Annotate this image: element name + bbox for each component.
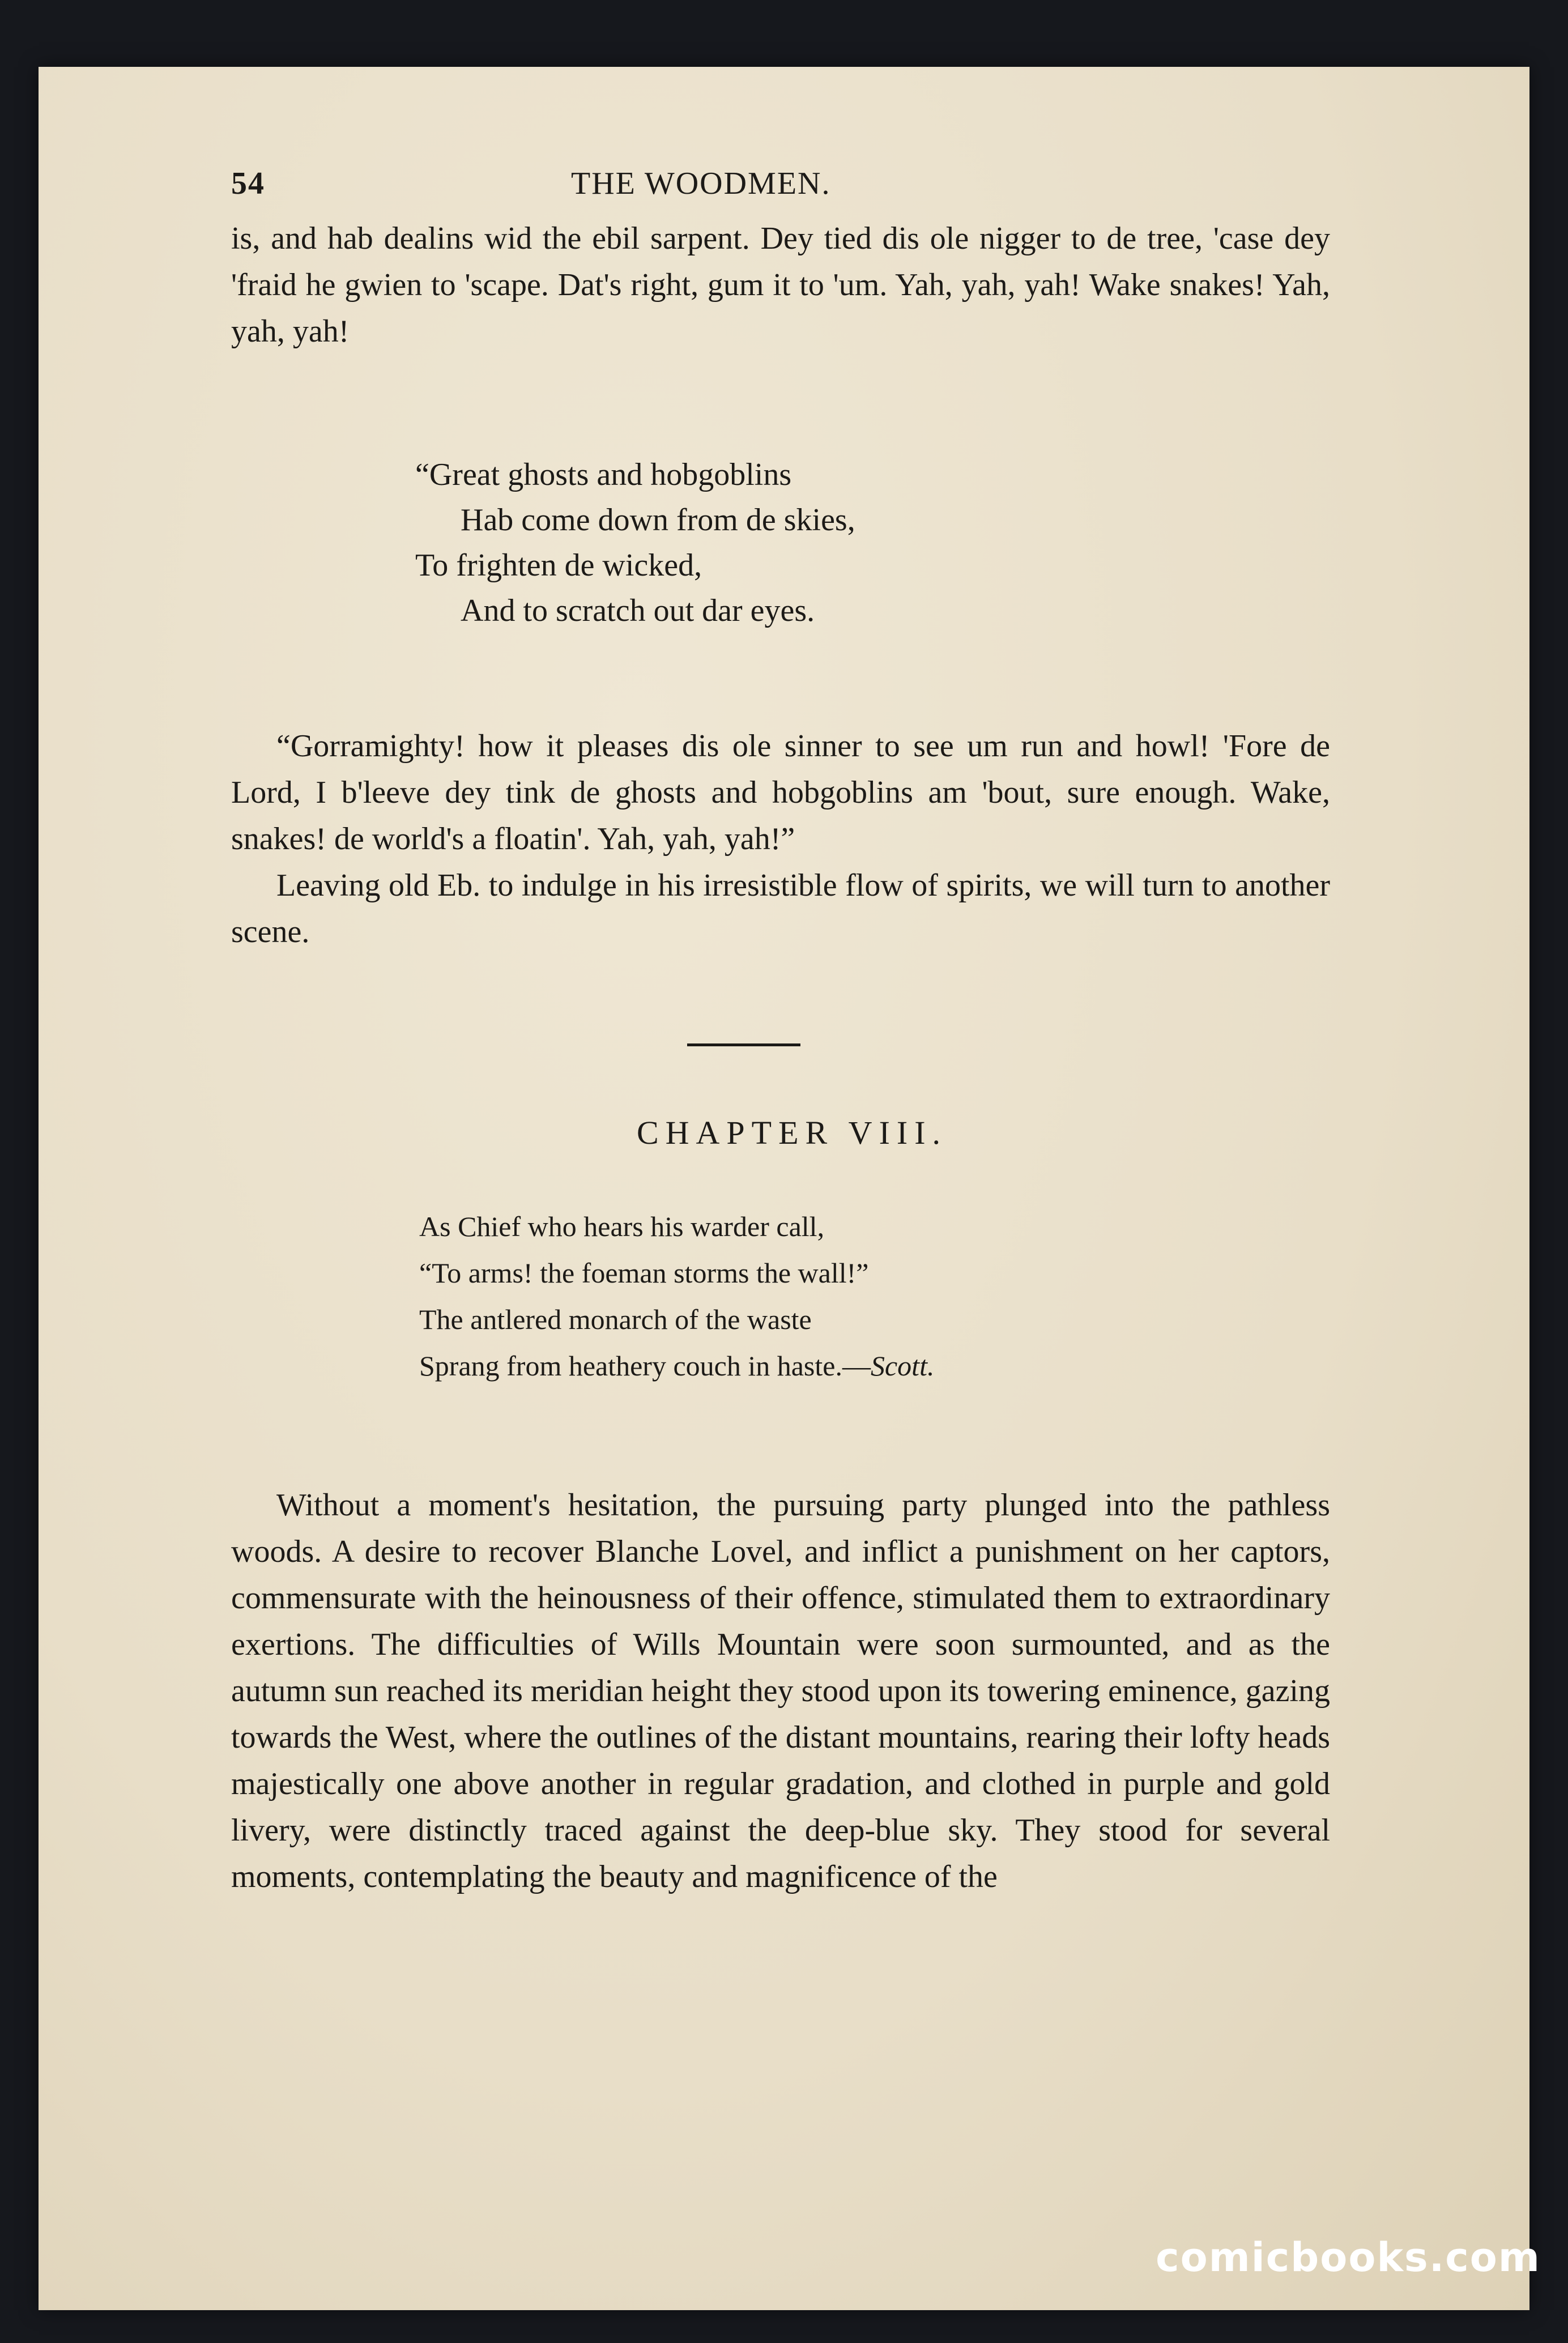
verse-block (415, 452, 1152, 633)
speech-paragraph: “Gorramighty! how it pleases dis ole sinner to see um run and howl! 'Fore de Lord, I b'leeve dey tink de ghosts and hobgoblins am 'bout, sure enough. Wake, snakes! de world's a floatin'. Yah, yah, yah!” (231, 729, 1330, 857)
book-page (39, 67, 1529, 2310)
epigraph-line-text: Sprang from heathery couch in haste.— (419, 1350, 871, 1382)
page-header (231, 153, 1330, 210)
epigraph-line: “To arms! the foeman storms the wall!” (419, 1257, 869, 1289)
page-number: 54 (231, 166, 265, 201)
running-title: THE WOODMEN. (571, 166, 831, 201)
chapter-title: CHAPTER VIII. (636, 1114, 948, 1151)
section-divider (687, 1043, 800, 1046)
epigraph-line: The antlered monarch of the waste (419, 1303, 812, 1335)
dialect-paragraph: is, and hab dealins wid the ebil sarpent. Dey tied dis ole nigger to de tree, 'case dey 'fraid he gwien to 'scape. Dat's right, gum it to 'um. Yah, yah, yah! Wake snakes! Yah, yah, yah! (231, 221, 1330, 349)
epigraph-line (419, 1343, 1156, 1389)
epigraph-line: As Chief who hears his warder call, (419, 1211, 825, 1242)
verse-line: To frighten de wicked, (415, 548, 702, 583)
verse-line: And to scratch out dar eyes. (461, 593, 815, 628)
verse-line: Hab come down from de skies, (461, 502, 855, 538)
transition-paragraph: Leaving old Eb. to indulge in his irresistible flow of spirits, we will turn to another scene. (231, 868, 1330, 949)
watermark-text: comicbooks.com (1156, 2234, 1541, 2281)
epigraph-attribution: Scott. (870, 1350, 935, 1382)
narrative-paragraph: Without a moment's hesitation, the pursuing party plunged into the pathless woods. A desire to recover Blanche Lovel, and inflict a punishment on her captors, commensurate with the heinousness of their offence, stimulated them to extraordinary exertions. The difficulties of Wills Mountain were soon surmounted, and as the autumn sun reached its meridian height they stood upon its towering eminence, gazing towards the West, where the outlines of the distant mountains, rearing their lofty heads majestically one above another in regular gradation, and clothed in purple and gold livery, were distinctly traced against the deep-blue sky. They stood for several moments, contemplating the beauty and magnificence of the (231, 1488, 1330, 1894)
epigraph (419, 1203, 1156, 1389)
verse-line: “Great ghosts and hobgoblins (415, 457, 792, 492)
